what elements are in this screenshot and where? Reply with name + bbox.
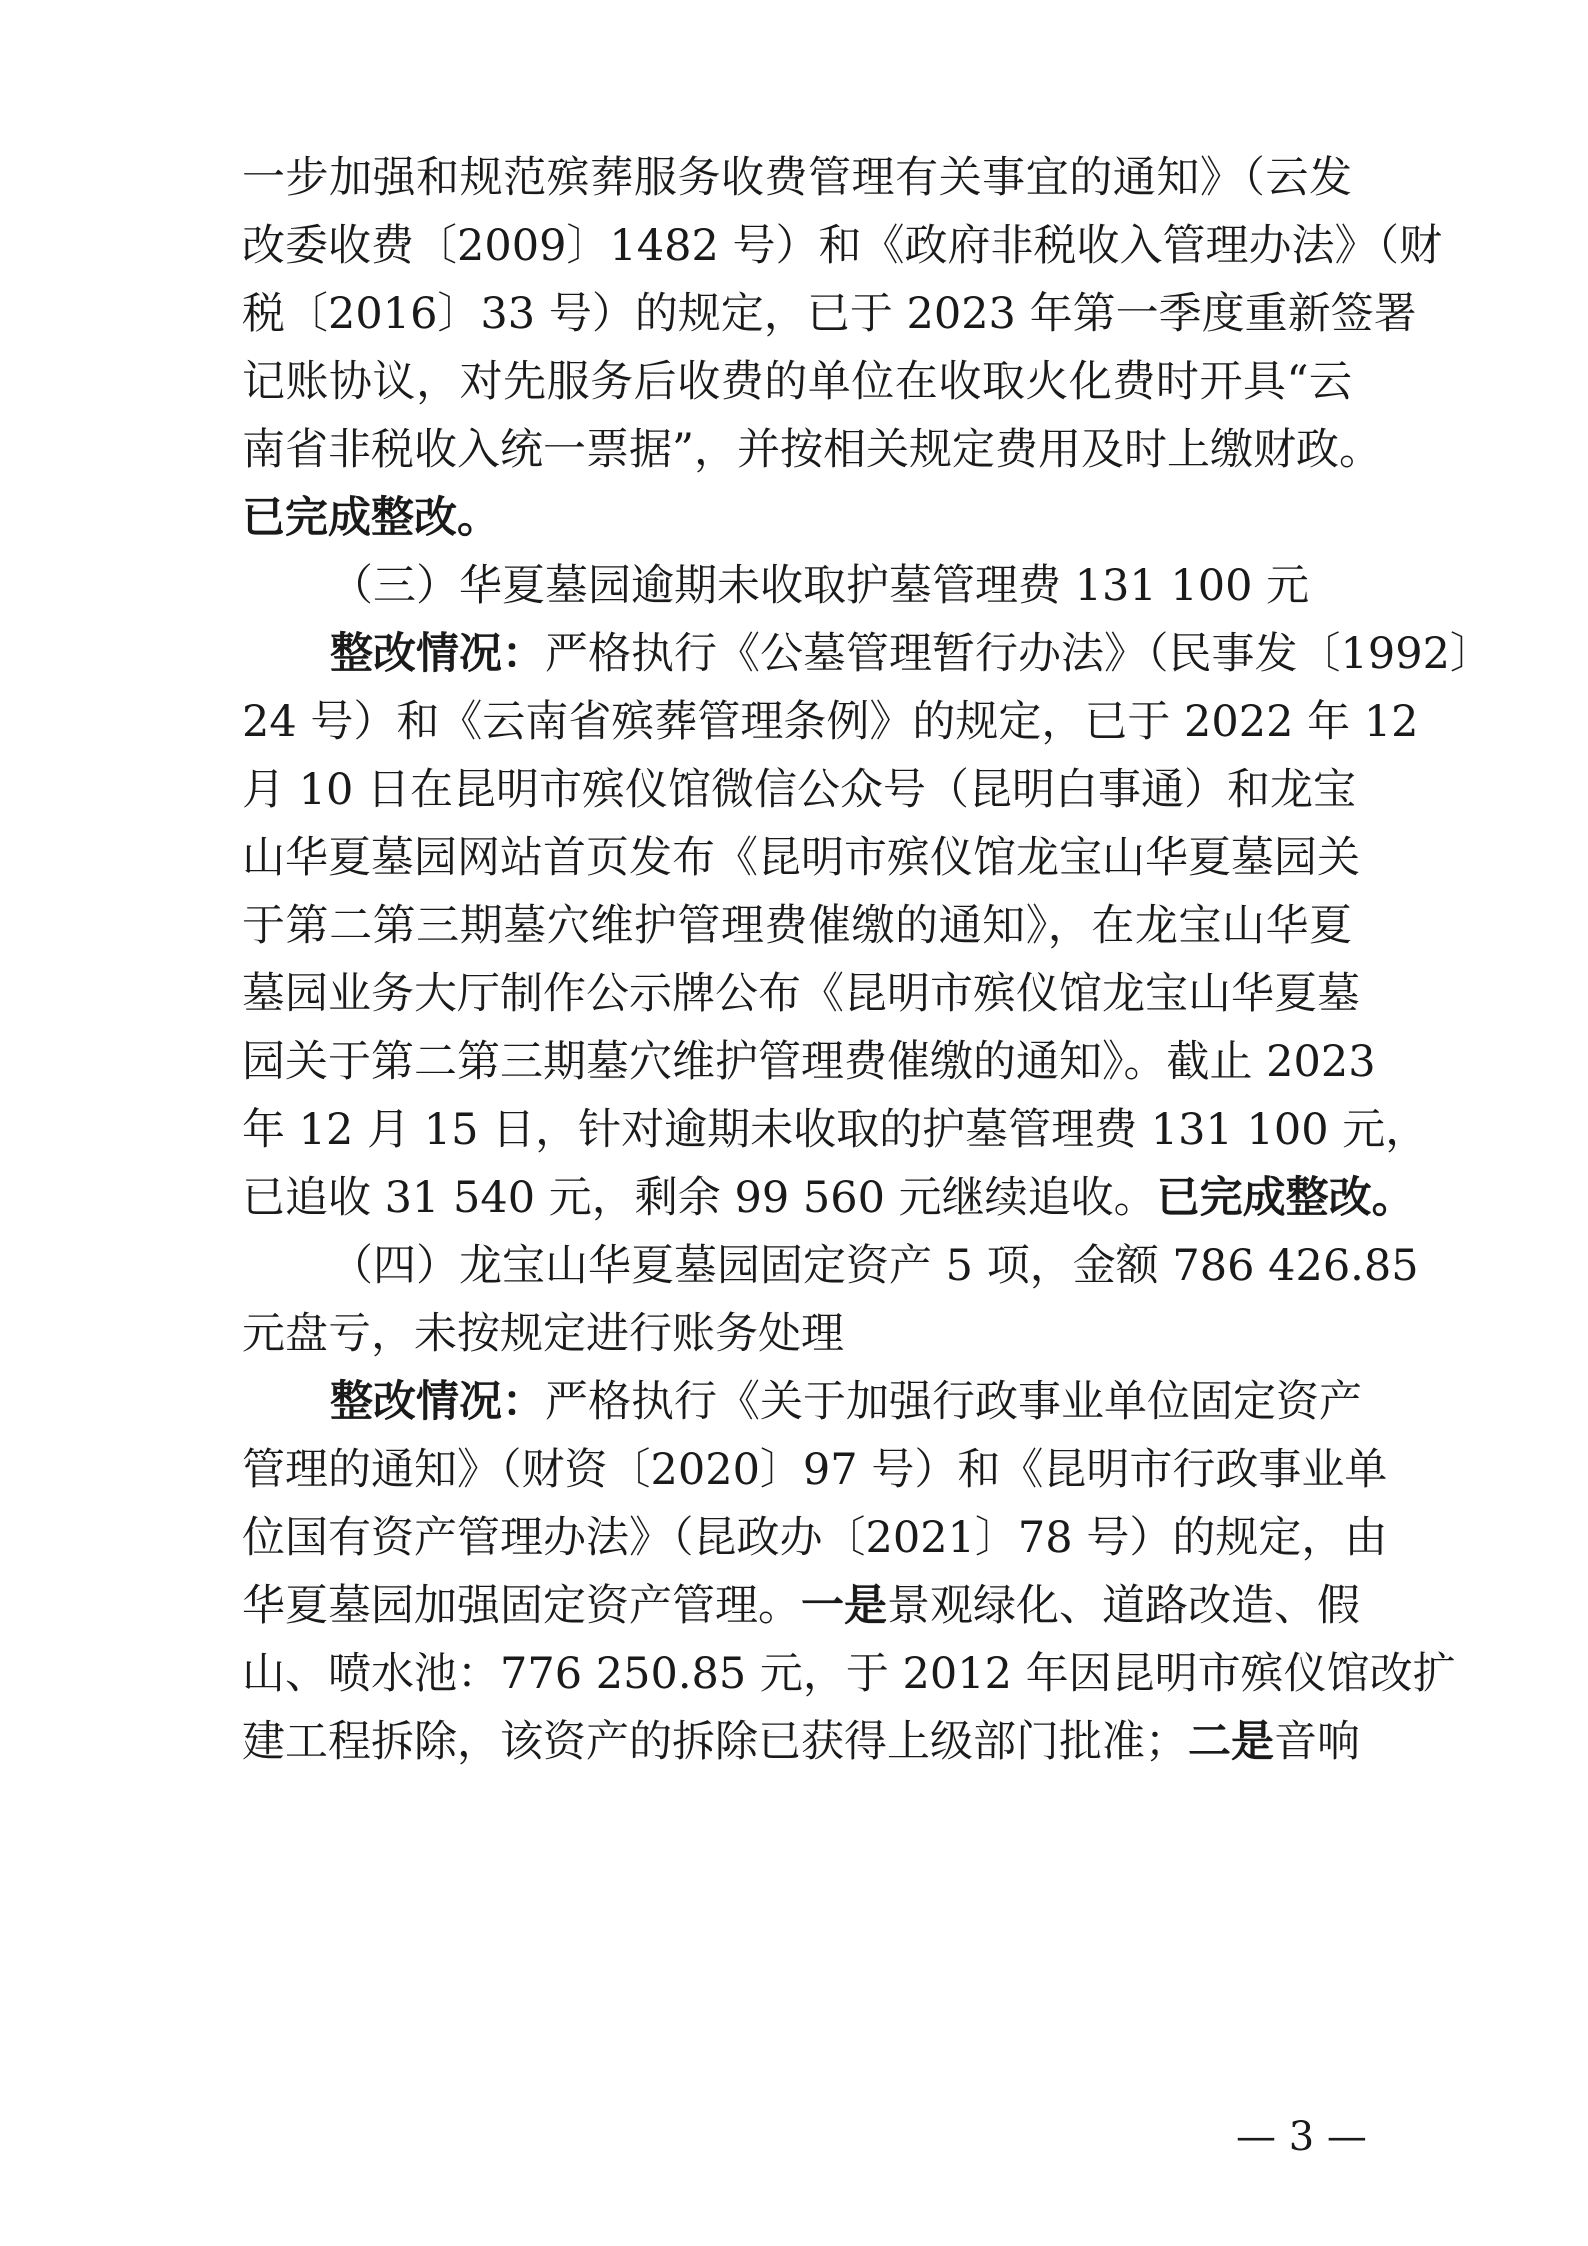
section-heading-4: （四）龙宝山华夏墓园固定资产 5 项，金额 786 426.85: [330, 1241, 1419, 1291]
body-line: 已追收 31 540 元，剩余 99 560 元继续追收。已完成整改。: [242, 1173, 1415, 1223]
body-line: 一步加强和规范殡葬服务收费管理有关事宜的通知》（云发: [242, 153, 1352, 203]
body-line: 华夏墓园加强固定资产管理。一是景观绿化、道路改造、假: [242, 1581, 1360, 1631]
body-line: 整改情况：严格执行《关于加强行政事业单位固定资产: [330, 1377, 1362, 1427]
body-line: 整改情况：严格执行《公墓管理暂行办法》（民事发〔1992〕: [330, 629, 1493, 679]
body-line-conclusion: 已完成整改。: [242, 493, 500, 543]
body-line: 改委收费〔2009〕1482 号）和《政府非税收入管理办法》（财: [242, 221, 1443, 271]
body-line: 南省非税收入统一票据”，并按相关规定费用及时上缴财政。: [242, 425, 1382, 475]
body-line: 税〔2016〕33 号）的规定，已于 2023 年第一季度重新签署: [242, 289, 1417, 339]
body-line: 月 10 日在昆明市殡仪馆微信公众号（昆明白事通）和龙宝: [242, 765, 1357, 815]
body-line: 建工程拆除，该资产的拆除已获得上级部门批准；二是音响: [242, 1717, 1360, 1767]
body-line: 山、喷水池：776 250.85 元，于 2012 年因昆明市殡仪馆改扩: [242, 1649, 1456, 1699]
body-line: 记账协议，对先服务后收费的单位在收取火化费时开具“云: [242, 357, 1352, 407]
body-line: 于第二第三期墓穴维护管理费催缴的通知》，在龙宝山华夏: [242, 901, 1352, 951]
body-line: 年 12 月 15 日，针对逾期未收取的护墓管理费 131 100 元，: [242, 1105, 1429, 1155]
body-line: 山华夏墓园网站首页发布《昆明市殡仪馆龙宝山华夏墓园关: [242, 833, 1360, 883]
body-line: 位国有资产管理办法》（昆政办〔2021〕78 号）的规定，由: [242, 1513, 1388, 1563]
body-line: 园关于第二第三期墓穴维护管理费催缴的通知》。截止 2023: [242, 1037, 1376, 1087]
body-line: 管理的通知》（财资〔2020〕97 号）和《昆明市行政事业单: [242, 1445, 1388, 1495]
page-number: — 3 —: [1236, 2114, 1367, 2160]
body-line: 墓园业务大厅制作公示牌公布《昆明市殡仪馆龙宝山华夏墓: [242, 969, 1360, 1019]
section-heading-4-cont: 元盘亏，未按规定进行账务处理: [242, 1309, 844, 1359]
body-line: 24 号）和《云南省殡葬管理条例》的规定，已于 2022 年 12: [242, 697, 1419, 747]
section-heading-3: （三）华夏墓园逾期未收取护墓管理费 131 100 元: [330, 561, 1310, 611]
